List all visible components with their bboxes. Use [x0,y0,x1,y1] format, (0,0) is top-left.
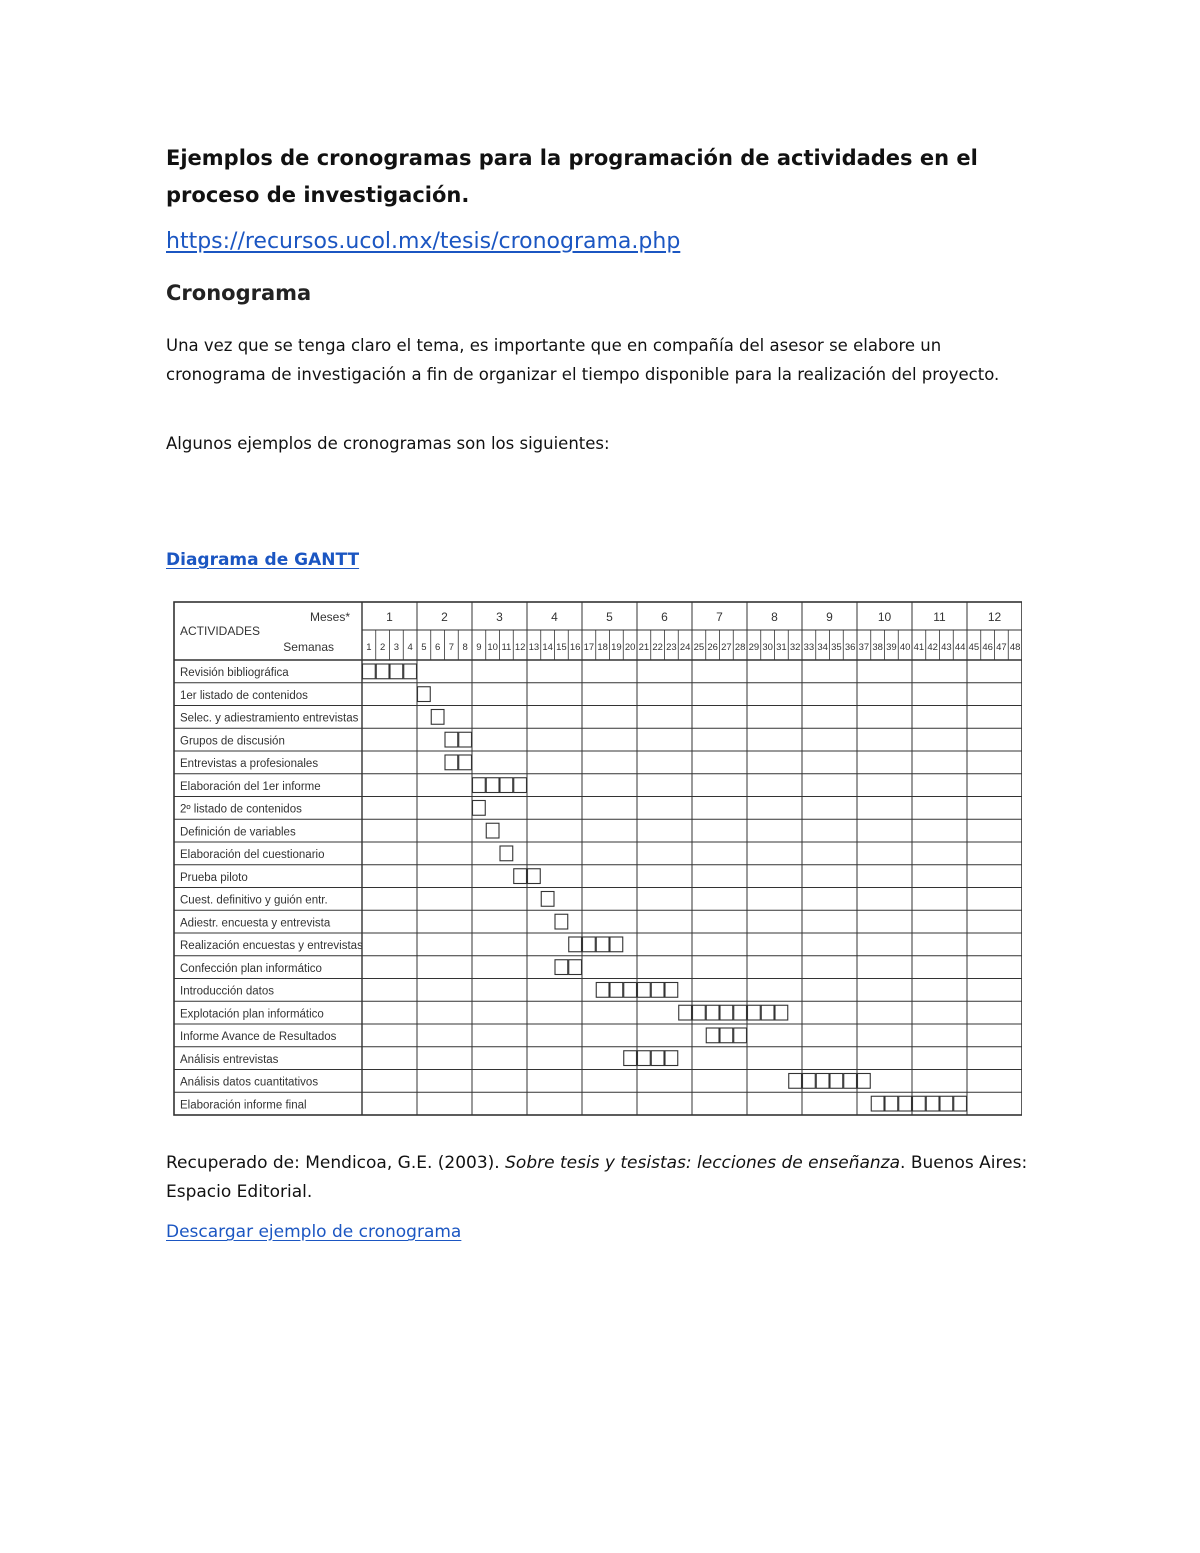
activity-name: Confección plan informático [180,962,322,975]
activity-name: Definición de variables [180,826,296,839]
activity-week-box [541,892,554,907]
citation-suffix: . Buenos Aires: Espacio Editorial. [166,1153,1028,1202]
week-label: 31 [776,642,787,653]
activity-name: Análisis datos cuantitativos [180,1076,319,1089]
download-example-link[interactable]: Descargar ejemplo de cronograma [166,1222,462,1242]
month-label: 5 [606,610,613,624]
activity-week-box [789,1074,802,1089]
week-label: 24 [679,642,691,653]
activity-week-box [816,1074,829,1089]
week-label: 19 [611,642,622,653]
activity-week-box [390,664,403,679]
activity-week-box [665,983,678,998]
week-label: 16 [569,642,581,653]
week-label: 7 [448,642,455,653]
activity-name: Introducción datos [180,985,274,998]
week-label: 43 [941,642,952,653]
activity-week-box [555,960,568,975]
activity-week-box [486,823,499,838]
activity-name: Realización encuestas y entrevistas [180,940,363,952]
activity-name: Entrevistas a profesionales [180,758,319,770]
month-label: 11 [933,610,946,624]
week-label: 21 [638,642,650,653]
month-label: 4 [551,610,558,624]
activity-week-box [734,1005,747,1020]
week-label: 26 [707,642,718,653]
week-label: 30 [762,642,773,653]
gantt-heading-link[interactable]: Diagrama de GANTT [166,550,360,570]
month-label: 9 [826,610,833,624]
week-label: 48 [1009,642,1021,653]
activity-name: Elaboración del 1er informe [180,780,321,793]
week-label: 28 [734,642,746,653]
activity-week-box [775,1005,788,1020]
activity-week-box [899,1096,912,1111]
activity-week-box [473,778,486,793]
activity-week-box [500,778,513,793]
activity-week-box [514,869,527,884]
week-label: 13 [528,642,540,653]
week-label: 8 [462,642,468,653]
month-label: 10 [877,610,892,624]
week-label: 20 [624,642,636,653]
activity-week-box [555,914,568,929]
page-title: Ejemplos de cronogramas para la programación de actividades en el proceso de investigación. [166,146,978,207]
week-label: 3 [393,642,400,653]
activity-week-box [459,732,472,747]
week-label: 35 [831,642,842,653]
week-label: 46 [982,642,993,653]
activity-name: Informe Avance de Resultados [180,1031,337,1043]
activity-week-box [624,1051,637,1066]
activity-week-box [473,801,486,816]
source-url-link[interactable]: https://recursos.ucol.mx/tesis/cronograma.php [166,229,681,254]
activity-week-box [651,983,664,998]
activity-week-box [844,1074,857,1089]
weeks-header-label: Semanas [283,640,334,654]
activity-week-box [940,1096,953,1111]
week-label: 17 [583,642,595,653]
week-label: 10 [487,642,498,653]
activities-header-label: ACTIVIDADES [180,624,261,638]
week-label: 5 [421,642,427,653]
week-label: 22 [652,642,663,653]
activity-name: Análisis entrevistas [180,1053,279,1066]
activity-week-box [803,1074,816,1089]
activity-week-box [596,937,609,952]
month-label: 6 [661,610,668,624]
week-label: 12 [514,642,526,653]
week-label: 33 [803,642,815,653]
activity-week-box [445,755,458,770]
activity-week-box [885,1096,898,1111]
week-label: 34 [817,642,828,653]
activity-week-box [528,869,541,884]
activity-week-box [500,846,513,861]
week-label: 38 [872,642,883,653]
activity-week-box [376,664,389,679]
months-header-label: Meses* [309,610,350,624]
week-label: 37 [858,642,870,653]
week-label: 9 [476,642,482,653]
activity-week-box [431,710,444,725]
activity-week-box [734,1028,747,1043]
examples-sentence: Algunos ejemplos de cronogramas son los siguientes: [166,434,610,453]
activity-week-box [665,1051,678,1066]
activity-week-box [445,732,458,747]
activity-week-box [720,1005,733,1020]
activity-week-box [569,937,582,952]
activity-week-box [761,1005,774,1020]
week-label: 6 [434,642,441,653]
week-label: 42 [927,642,938,653]
activity-week-box [748,1005,761,1020]
activity-week-box [720,1028,733,1043]
week-label: 36 [844,642,856,653]
gantt-chart-svg [172,600,1022,1120]
activity-week-box [596,983,609,998]
week-label: 29 [748,642,760,653]
activity-week-box [926,1096,939,1111]
activity-week-box [706,1028,719,1043]
activity-week-box [610,937,623,952]
activity-week-box [830,1074,843,1089]
week-label: 23 [666,642,677,653]
activity-name: Adiestr. encuesta y entrevista [180,917,331,930]
activity-week-box [954,1096,967,1111]
week-label: 47 [996,642,1007,653]
week-label: 27 [721,642,732,653]
activity-week-box [624,983,637,998]
month-label: 12 [987,610,1002,624]
activity-week-box [693,1005,706,1020]
activity-week-box [858,1074,871,1089]
activity-week-box [651,1051,664,1066]
activity-week-box [569,960,582,975]
activity-week-box [459,755,472,770]
month-label: 3 [496,610,503,624]
activity-name: 2º listado de contenidos [180,803,302,816]
citation [166,1149,1046,1207]
gantt-chart [172,600,1022,1124]
week-label: 1 [366,642,372,653]
week-label: 32 [789,642,801,653]
week-label: 25 [693,642,705,653]
week-label: 41 [913,642,925,653]
week-label: 39 [886,642,897,653]
month-label: 1 [386,610,393,624]
activity-week-box [871,1096,884,1111]
activity-name: Elaboración informe final [180,1099,307,1112]
activity-name: Cuest. definitivo y guión entr. [180,894,328,907]
activity-week-box [418,687,431,702]
citation-book-title: Sobre tesis y tesistas: lecciones de enseñanza [505,1153,901,1173]
month-label: 7 [716,610,723,624]
week-label: 15 [556,642,567,653]
activity-name: Explotación plan informático [180,1008,324,1021]
activity-week-box [404,664,417,679]
week-label: 2 [379,642,386,653]
activity-week-box [913,1096,926,1111]
section-heading-cronograma: Cronograma [166,281,312,305]
week-label: 45 [968,642,980,653]
activity-week-box [363,664,376,679]
week-label: 40 [899,642,911,653]
week-label: 18 [597,642,608,653]
activity-week-box [514,778,527,793]
intro-paragraph: Una vez que se tenga claro el tema, es importante que en compañía del asesor se elabore un cronograma de investigación a fin de organizar el tiempo disponible para la realización del proyecto. [166,336,1000,384]
activity-name: 1er listado de contenidos [180,689,308,702]
activity-week-box [679,1005,692,1020]
activity-week-box [638,1051,651,1066]
month-label: 2 [441,610,448,624]
week-label: 11 [501,642,512,653]
week-label: 4 [407,642,413,653]
activity-name: Selec. y adiestramiento entrevistas [180,712,359,725]
citation-prefix: Recuperado de: Mendicoa, G.E. (2003). [166,1153,506,1173]
activity-week-box [486,778,499,793]
week-label: 44 [954,642,966,653]
activity-name: Grupos de discusión [180,735,285,748]
activity-week-box [638,983,651,998]
activity-name: Prueba piloto [180,871,248,884]
activity-name: Elaboración del cuestionario [180,849,325,861]
week-label: 14 [542,642,553,653]
activity-week-box [583,937,596,952]
activity-week-box [610,983,623,998]
month-label: 8 [771,610,778,624]
activity-week-box [706,1005,719,1020]
activity-name: Revisión bibliográfica [180,667,289,679]
